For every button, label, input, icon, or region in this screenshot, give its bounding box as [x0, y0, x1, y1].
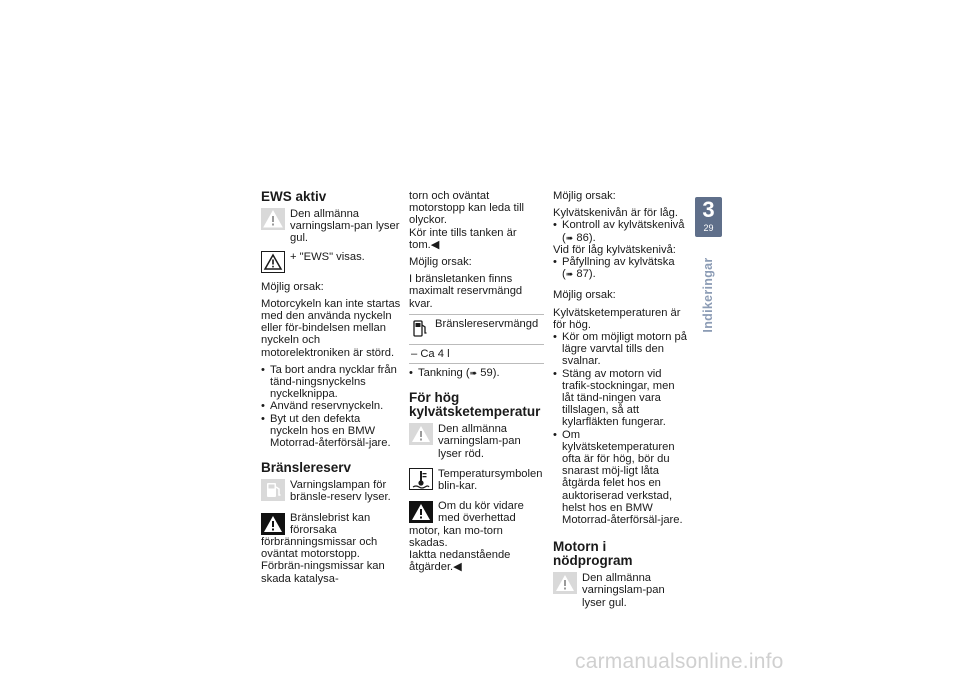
fuel-reserve-warning — [261, 512, 401, 585]
low-level-label: Vid för låg kylvätskenivå: — [553, 243, 676, 256]
cause-text: Motorcykeln kan inte startas med den använda nyckeln eller för-bindelsen mellan nyckeln och motorelektroniken är störd. — [261, 297, 401, 359]
cause-text: I bränsletanken finns maximalt reservmängd kvar. — [409, 273, 523, 310]
coolant-fill-list — [553, 256, 688, 280]
page-ref[interactable]: 59 — [480, 367, 493, 380]
heading-coolant-temperature: För hög kylvätsketemperatur — [409, 390, 541, 420]
warning-continuation: torn och oväntat motorstopp kan leda till olyckor. — [409, 190, 525, 227]
column-right — [553, 190, 688, 609]
fuel-reserve-light-row — [261, 479, 401, 503]
general-warning-light-icon — [553, 572, 577, 594]
section-side-label — [695, 240, 722, 350]
cause-label: Möjlig orsak: — [409, 256, 472, 269]
list-item: • Stäng av motorn vid trafik-stockningar, men låt tänd-ningen vara tillslagen, så att kylarfläkten fungerar. — [553, 368, 688, 429]
section-title: Indikeringar — [701, 257, 715, 333]
coolant-warning-light-row — [409, 423, 544, 460]
list-item: • Byt ut den defekta nyckeln hos en BMW Motorrad-återförsäl-jare. — [261, 413, 401, 450]
overheat-warning — [409, 500, 544, 549]
fuel-reserve-light-text: Varningslampan för bränsle-reserv lyser. — [290, 479, 391, 504]
general-warning-light-icon — [409, 423, 433, 445]
ews-display-text: + "EWS" visas. — [290, 250, 365, 263]
spec-box-header — [409, 315, 544, 345]
column-left — [261, 190, 401, 585]
cause-label: Möjlig orsak: — [553, 289, 616, 302]
page-ref[interactable]: 86 — [576, 231, 589, 244]
warning-triangle-icon — [409, 501, 433, 523]
watermark: carmanualsonline.info — [575, 650, 784, 673]
list-item: • Påfyllning av kylvätska (➠ 87). — [553, 256, 688, 280]
fuel-pump-icon — [261, 479, 285, 501]
fuel-pump-icon — [411, 318, 429, 338]
column-middle — [409, 190, 544, 573]
ews-display-row — [261, 251, 401, 273]
page-ref-arrow-icon: ➠ — [565, 269, 574, 280]
cause-text: Kylvätskenivån är för låg. — [553, 207, 678, 220]
chapter-tab — [695, 197, 722, 237]
fuel-reserve-warning-text: Bränslebrist kan förorsaka förbränningsmissar och oväntat motorstopp. Förbrän-ningsmissar kan skada katalysa- — [261, 511, 385, 585]
heading-ews-active: EWS aktiv — [261, 189, 327, 204]
refuel-note: Kör inte tills tanken är tom.◀ — [409, 226, 517, 251]
cause-text: Kylvätsketemperaturen är för hög. — [553, 306, 681, 331]
coolant-light-text: Den allmänna varningslam-pan lyser röd. — [438, 423, 521, 460]
coolant-action-list — [553, 331, 688, 526]
list-item: • Ta bort andra nycklar från tänd-ningsnyckelns nyckelknippa. — [261, 364, 401, 401]
list-item: • Kör om möjligt motorn på lägre varvtal tills den svalnar. — [553, 331, 688, 368]
warning-triangle-icon — [261, 513, 285, 535]
heading-fuel-reserve: Bränslereserv — [261, 460, 352, 476]
cause-label: Möjlig orsak: — [553, 190, 616, 202]
overheat-warning-text: Om du kör vidare med överhettad motor, kan mo-torn skadas. — [409, 500, 524, 549]
refuel-list — [409, 367, 544, 379]
ews-warning-light-row — [261, 208, 401, 245]
chapter-number: 3 — [702, 197, 715, 222]
general-warning-light-icon — [261, 208, 285, 230]
page-ref[interactable]: 87 — [576, 268, 589, 281]
spec-box-value-row: ‒ Ca 4 l — [411, 347, 450, 360]
spec-box-value: Ca 4 l — [420, 347, 450, 360]
heading-emergency-mode: Motorn i nödprogram — [553, 539, 633, 569]
emergency-light-text: Den allmänna varningslam-pan lyser gul. — [582, 572, 665, 609]
coolant-temperature-icon — [409, 468, 433, 490]
emergency-warning-light-row — [553, 572, 688, 609]
end-mark: ◀ — [430, 238, 440, 251]
list-item: • Tankning (➠ 59). — [409, 367, 544, 379]
coolant-check-list — [553, 219, 688, 243]
end-mark: ◀ — [453, 561, 462, 574]
ews-light-text: Den allmänna varningslam-pan lyser gul. — [290, 208, 400, 245]
display-warning-icon — [261, 251, 285, 273]
fuel-reserve-spec-box — [409, 314, 544, 364]
page-ref-arrow-icon: ➠ — [469, 368, 478, 379]
ews-action-list — [261, 364, 401, 449]
temperature-symbol-row — [409, 468, 544, 492]
spec-box-label: Bränslereservmängd — [435, 317, 539, 330]
page-ref-arrow-icon: ➠ — [565, 232, 574, 243]
list-item: • Använd reservnyckeln. — [261, 400, 401, 412]
follow-steps-text: Iaktta nedanstående åtgärder.◀ — [409, 549, 511, 574]
cause-label: Möjlig orsak: — [261, 280, 324, 293]
temperature-symbol-text: Temperatursymbolen blin-kar. — [438, 467, 543, 493]
page-number: 29 — [703, 223, 714, 233]
list-item: • Kontroll av kylvätskenivå (➠ 86). — [553, 219, 688, 243]
list-item: • Om kylvätsketemperaturen ofta är för hög, bör du snarast möj-ligt låta åtgärda felet hos en auktoriserad verkstad, helst hos en BMW Motorrad-återförsäl-jare. — [553, 429, 688, 527]
